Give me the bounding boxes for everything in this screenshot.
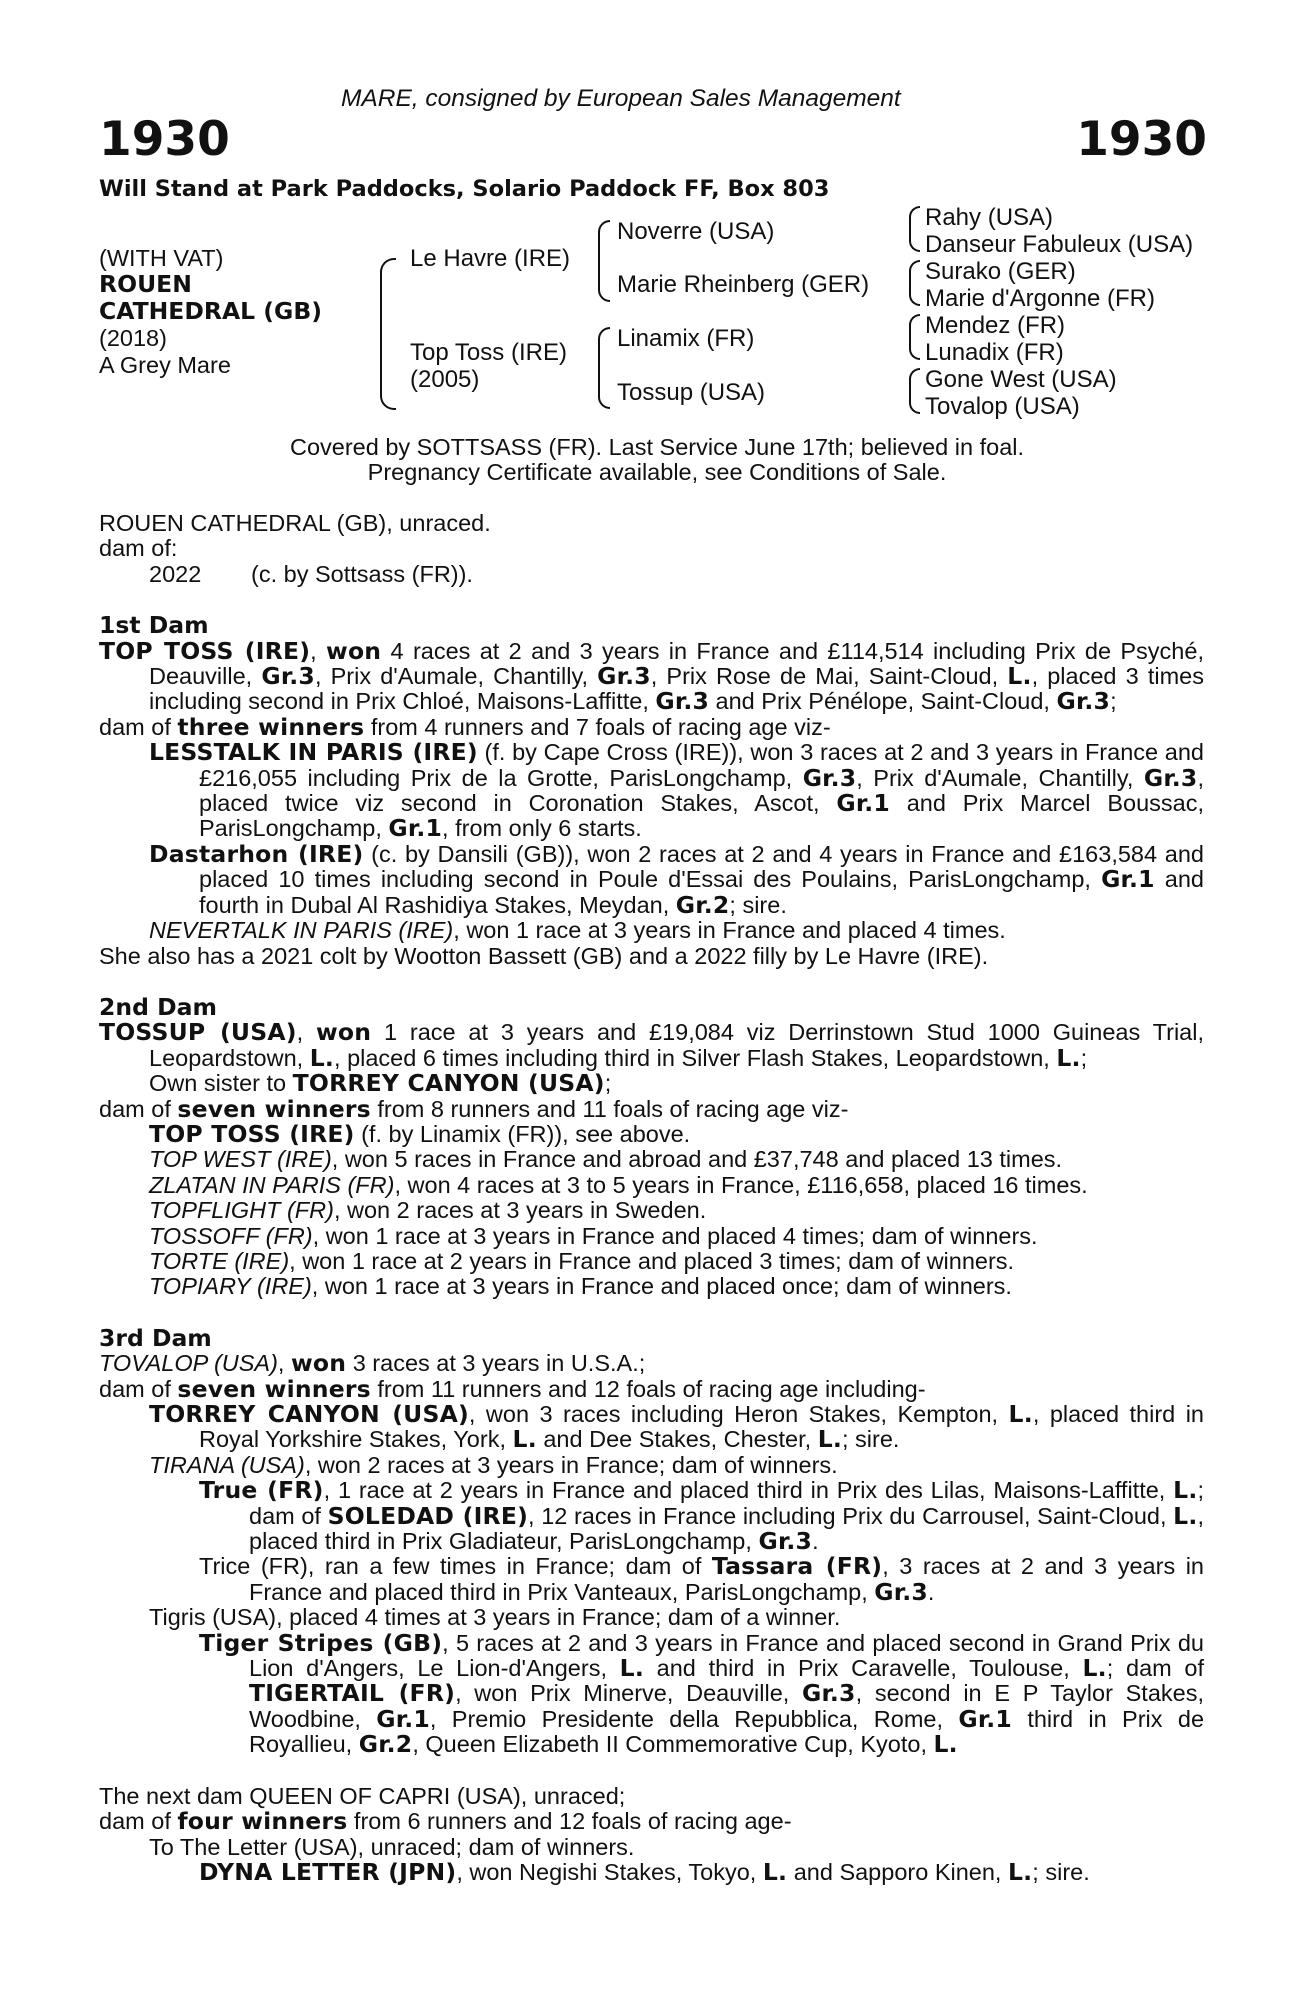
text-run: ;: [1110, 688, 1117, 715]
pedigree-brace-g4: [909, 368, 920, 414]
text-run: , from only 6 starts.: [442, 815, 642, 842]
text-run: and fourth in Dubal Al Rashidiya Stakes, Meydan,: [199, 866, 1204, 918]
text-run: and Dee Stakes, Chester,: [536, 1426, 818, 1453]
text-run: TIGERTAIL (FR): [249, 1679, 456, 1708]
third-dam-damof: [99, 1374, 1204, 1403]
text-run: ; dam of: [1106, 1655, 1205, 1682]
text-run: 3 races at 3 years in U.S.A.;: [346, 1350, 646, 1377]
horse-name-line2: CATHEDRAL (GB): [99, 297, 322, 325]
text-run: , won 1 race at 3 years in France and placed once; dam of winners.: [311, 1273, 1012, 1300]
text-run: TIRANA (USA): [149, 1451, 305, 1478]
sire: Le Havre (IRE): [410, 245, 571, 272]
text-run: Gr.3: [1143, 763, 1198, 792]
dsd: Lunadix (FR): [925, 339, 1064, 366]
offspring-lesstalk: [149, 740, 1204, 842]
first-dam-damof: [99, 712, 1204, 741]
offspring-torrey-canyon: [149, 1402, 1204, 1453]
dds: Gone West (USA): [925, 366, 1117, 393]
text-run: L.: [1173, 1476, 1198, 1505]
text-run: L.: [1173, 1501, 1198, 1530]
text-run: seven winners: [177, 1374, 371, 1403]
text-run: L.: [933, 1730, 958, 1759]
first-dam-also: She also has a 2021 colt by Wootton Bassett (GB) and a 2022 filly by Le Havre (IRE).: [99, 942, 989, 969]
third-dam-heading: 3rd Dam: [99, 1323, 212, 1352]
text-run: Gr.1: [376, 1704, 430, 1733]
text-run: ; dam of: [249, 1477, 1204, 1529]
text-run: ;: [1080, 1044, 1088, 1071]
sdd: Marie d'Argonne (FR): [925, 285, 1155, 312]
grand-offspring-true: [199, 1478, 1204, 1554]
text-run: Gr.3: [802, 1679, 856, 1708]
text-run: 4 races at 2 and 3 years in France and £114,514 including Prix de Psyché, Deauville,: [149, 637, 1204, 690]
text-run: , 12 races in France including Prix du Carrousel, Saint-Cloud,: [528, 1502, 1174, 1529]
text-run: .: [927, 1578, 935, 1605]
dss: Mendez (FR): [925, 312, 1066, 339]
text-run: ; sire.: [842, 1426, 900, 1453]
text-run: , won 5 races in France and abroad and £37,748 and placed 13 times.: [331, 1146, 1063, 1173]
text-run: , won 2 races at 3 years in Sweden.: [333, 1197, 707, 1224]
text-run: , won 1 race at 3 years in France and placed 4 times.: [453, 917, 1006, 944]
text-run: L.: [512, 1425, 537, 1454]
text-run: , Prix Rose de Mai, Saint-Cloud,: [650, 663, 1008, 690]
text-run: Trice (FR), ran a few times in France; dam of: [199, 1553, 712, 1580]
text-run: seven winners: [177, 1094, 371, 1123]
text-run: , placed third in Royal Yorkshire Stakes, York,: [199, 1401, 1205, 1453]
text-run: third in Prix de Royallieu,: [249, 1705, 1205, 1758]
offspring-nevertalk: [149, 918, 1204, 943]
text-run: L.: [762, 1857, 788, 1886]
ddd: Tovalop (USA): [925, 393, 1080, 420]
second-dam-own-sister: [149, 1071, 1204, 1096]
text-run: ; sire.: [1032, 1858, 1090, 1885]
third-dam-record: [99, 1351, 1204, 1376]
text-run: ;: [604, 1070, 612, 1097]
text-run: , 1 race at 2 years in France and placed third in Prix des Lilas, Maisons-Laffitte,: [323, 1477, 1174, 1504]
offspring-topflight: [149, 1198, 1204, 1223]
dam-year: (2005): [410, 366, 480, 393]
offspring-tirana: [149, 1453, 1204, 1478]
text-run: Gr.2: [358, 1730, 413, 1759]
text-run: , second in E P Taylor Stakes, Woodbine,: [249, 1680, 1204, 1732]
sire-sire: Noverre (USA): [617, 218, 775, 245]
vat-note: (WITH VAT): [99, 245, 224, 271]
text-run: L.: [309, 1043, 335, 1072]
text-run: L.: [1056, 1043, 1081, 1072]
text-run: , won 3 races including Heron Stakes, Kempton,: [468, 1401, 1009, 1427]
next-dam-damof: [99, 1809, 1204, 1834]
text-run: and Prix Marcel Boussac, ParisLongchamp,: [199, 790, 1204, 842]
text-run: ,: [277, 1350, 291, 1377]
text-run: Dastarhon (IRE): [149, 839, 364, 868]
text-run: Own sister to: [149, 1070, 293, 1097]
lot-number-left: 1930: [99, 112, 230, 167]
pedigree-brace-g3: [909, 314, 920, 360]
text-run: TORREY CANYON (USA): [292, 1069, 605, 1098]
offspring-top-toss: [149, 1119, 1204, 1148]
text-run: TOSSUP (USA): [99, 1018, 297, 1047]
text-run: L.: [1007, 1857, 1033, 1886]
first-dam-record: [99, 636, 1204, 716]
foal-year: 2022: [149, 560, 202, 587]
horse-description: A Grey Mare: [99, 352, 231, 378]
text-run: Gr.3: [758, 1527, 813, 1556]
text-run: Gr.3: [802, 763, 857, 792]
text-run: Gr.3: [655, 687, 709, 716]
text-run: L.: [1007, 662, 1032, 691]
text-run: TOSSOFF (FR): [149, 1222, 313, 1249]
dam-name: TOP TOSS (IRE): [99, 636, 311, 665]
pedigree-brace-main: [380, 258, 396, 410]
text-run: TOPIARY (IRE): [149, 1273, 312, 1300]
text-run: NEVERTALK IN PARIS (IRE): [149, 917, 454, 944]
grand-offspring-dyna-letter: [199, 1857, 1204, 1886]
text-run: from 11 runners and 12 foals of racing age including-: [370, 1375, 926, 1402]
text-run: (c. by Dansili (GB)), won 2 races at 2 and 4 years in France and £163,584 and placed 10 times including second in Poule d'Essai des Poulains, ParisLongchamp,: [199, 840, 1204, 893]
text-run: , Prix d'Aumale, Chantilly,: [314, 663, 598, 690]
text-run: and Sapporo Kinen,: [787, 1858, 1008, 1885]
text-run: ,: [296, 1019, 316, 1046]
text-run: and Prix Pénélope, Saint-Cloud,: [709, 688, 1057, 715]
horse-name-line1: ROUEN: [99, 270, 192, 298]
text-run: 1 race at 3 years and £19,084 viz Derrinstown Stud 1000 Guineas Trial, Leopardstown,: [149, 1019, 1204, 1071]
text-run: , won Prix Minerve, Deauville,: [455, 1680, 802, 1707]
text-run: ; sire.: [729, 891, 787, 918]
pedigree-brace-g2: [909, 260, 920, 306]
text-run: , won Negishi Stakes, Tokyo,: [456, 1858, 763, 1885]
first-dam-heading: 1st Dam: [99, 611, 209, 640]
text-run: TOVALOP (USA): [99, 1350, 278, 1377]
text-run: and third in Prix Caravelle, Toulouse,: [643, 1655, 1083, 1682]
offspring-to-the-letter: To The Letter (USA), unraced; dam of winners.: [149, 1833, 635, 1860]
text-run: , 3 races at 2 and 3 years in France and placed third in Prix Vanteaux, ParisLongchamp,: [249, 1553, 1204, 1605]
dam-sire: Linamix (FR): [617, 325, 755, 352]
text-run: ,: [310, 637, 327, 664]
intro-foal: [149, 562, 1204, 587]
text-run: ZLATAN IN PARIS (FR): [149, 1171, 395, 1198]
offspring-zlatan: [149, 1173, 1204, 1198]
text-run: TOP TOSS (IRE): [149, 1119, 355, 1148]
ssd: Danseur Fabuleux (USA): [925, 231, 1194, 258]
offspring-tigris: Tigris (USA), placed 4 times at 3 years in France; dam of a winner.: [149, 1604, 841, 1631]
text-run: from 4 runners and 7 foals of racing age viz-: [364, 713, 831, 740]
foal-desc: (c. by Sottsass (FR)).: [251, 560, 473, 587]
text-run: Gr.1: [958, 1704, 1012, 1733]
text-run: three winners: [177, 712, 365, 741]
text-run: , placed third in Prix Gladiateur, ParisLongchamp,: [249, 1502, 1204, 1555]
text-run: Gr.3: [1056, 687, 1111, 716]
text-run: Gr.3: [597, 662, 651, 691]
text-run: won: [316, 1018, 372, 1047]
consignor-line: MARE, consigned by European Sales Management: [341, 85, 901, 112]
text-run: TORTE (IRE): [149, 1247, 290, 1274]
offspring-top-west: [149, 1147, 1204, 1172]
sire-dam: Marie Rheinberg (GER): [617, 271, 870, 298]
text-run: Gr.3: [874, 1577, 928, 1606]
text-run: TOPFLIGHT (FR): [149, 1197, 334, 1224]
covered-line-2: Pregnancy Certificate available, see Conditions of Sale.: [367, 459, 947, 485]
sss: Rahy (USA): [925, 204, 1054, 231]
text-run: dam of: [99, 1808, 178, 1835]
text-run: , won 1 race at 2 years in France and placed 3 times; dam of winners.: [289, 1247, 1015, 1274]
text-run: won: [326, 636, 382, 665]
grand-offspring-tiger-stripes: [199, 1628, 1205, 1759]
pedigree-brace-dam: [598, 327, 610, 409]
intro-line: ROUEN CATHEDRAL (GB), unraced.: [99, 510, 491, 536]
text-run: LESSTALK IN PARIS (IRE): [149, 738, 478, 767]
intro-damof: dam of:: [99, 535, 178, 562]
sds: Surako (GER): [925, 258, 1076, 285]
next-dam-line: The next dam QUEEN OF CAPRI (USA), unraced;: [99, 1782, 626, 1809]
text-run: , 5 races at 2 and 3 years in France and placed second in Grand Prix du Lion d'Angers, Le Lion-d'Angers,: [249, 1629, 1204, 1682]
text-run: L.: [1082, 1654, 1107, 1683]
covered-line-1: Covered by SOTTSASS (FR). Last Service June 17th; believed in foal.: [289, 434, 1025, 460]
dam: Top Toss (IRE): [410, 339, 567, 366]
pedigree-brace-sire: [598, 220, 610, 302]
text-run: from 8 runners and 11 foals of racing age viz-: [370, 1095, 849, 1122]
text-run: Tassara (FR): [711, 1552, 883, 1581]
grand-offspring-trice: [199, 1554, 1204, 1605]
text-run: Tiger Stripes (GB): [199, 1628, 443, 1657]
text-run: L.: [619, 1654, 644, 1683]
text-run: (f. by Linamix (FR)), see above.: [354, 1120, 691, 1147]
offspring-torte: [149, 1249, 1204, 1274]
text-run: , Prix d'Aumale, Chantilly,: [856, 764, 1144, 791]
offspring-tossoff: [149, 1224, 1204, 1249]
text-run: True (FR): [199, 1476, 324, 1505]
text-run: DYNA LETTER (JPN): [199, 1857, 457, 1886]
text-run: four winners: [177, 1807, 348, 1836]
text-run: dam of: [99, 713, 178, 740]
text-run: L.: [1008, 1400, 1033, 1428]
horse-year: (2018): [99, 325, 167, 351]
text-run: Gr.1: [1101, 865, 1155, 894]
second-dam-damof: [99, 1094, 1204, 1123]
second-dam-record: [99, 1020, 1204, 1071]
text-run: (f. by Cape Cross (IRE)), won 3 races at 2 and 3 years in France and £216,055 including Prix de la Grotte, ParisLongchamp,: [199, 739, 1204, 791]
text-run: , Premio Presidente della Repubblica, Rome,: [429, 1705, 959, 1732]
text-run: Gr.2: [675, 890, 730, 919]
catalogue-body: [99, 511, 1204, 1885]
text-run: , Queen Elizabeth II Commemorative Cup, Kyoto,: [412, 1731, 934, 1758]
dam-dam: Tossup (USA): [617, 379, 766, 406]
text-run: , placed twice viz second in Coronation Stakes, Ascot,: [199, 764, 1204, 817]
text-run: .: [812, 1528, 819, 1555]
text-run: won: [290, 1349, 347, 1378]
offspring-dastarhon: [149, 839, 1204, 919]
text-run: L.: [817, 1425, 842, 1454]
second-dam-heading: 2nd Dam: [99, 992, 217, 1021]
text-run: Gr.1: [836, 789, 890, 818]
text-run: dam of: [99, 1375, 178, 1402]
text-run: Gr.1: [388, 814, 443, 843]
text-run: TOP WEST (IRE): [149, 1146, 332, 1173]
text-run: , won 2 races at 3 years in France; dam of winners.: [304, 1451, 838, 1478]
offspring-topiary: [149, 1274, 1204, 1299]
text-run: , won 1 race at 3 years in France and placed 4 times; dam of winners.: [312, 1222, 1038, 1249]
text-run: dam of: [99, 1095, 178, 1122]
stand-location: Will Stand at Park Paddocks, Solario Paddock FF, Box 803: [99, 176, 830, 202]
text-run: TORREY CANYON (USA): [149, 1400, 469, 1428]
text-run: SOLEDAD (IRE): [327, 1501, 529, 1530]
pedigree-brace-g1: [909, 206, 920, 252]
text-run: , placed 3 times including second in Prix Chloé, Maisons-Laffitte,: [149, 663, 1204, 715]
lot-number-right: 1930: [1076, 112, 1207, 167]
text-run: , placed 6 times including third in Silver Flash Stakes, Leopardstown,: [334, 1044, 1057, 1071]
text-run: from 6 runners and 12 foals of racing age-: [347, 1808, 792, 1835]
text-run: Gr.3: [261, 662, 315, 691]
text-run: , won 4 races at 3 to 5 years in France, £116,658, placed 16 times.: [394, 1171, 1088, 1198]
